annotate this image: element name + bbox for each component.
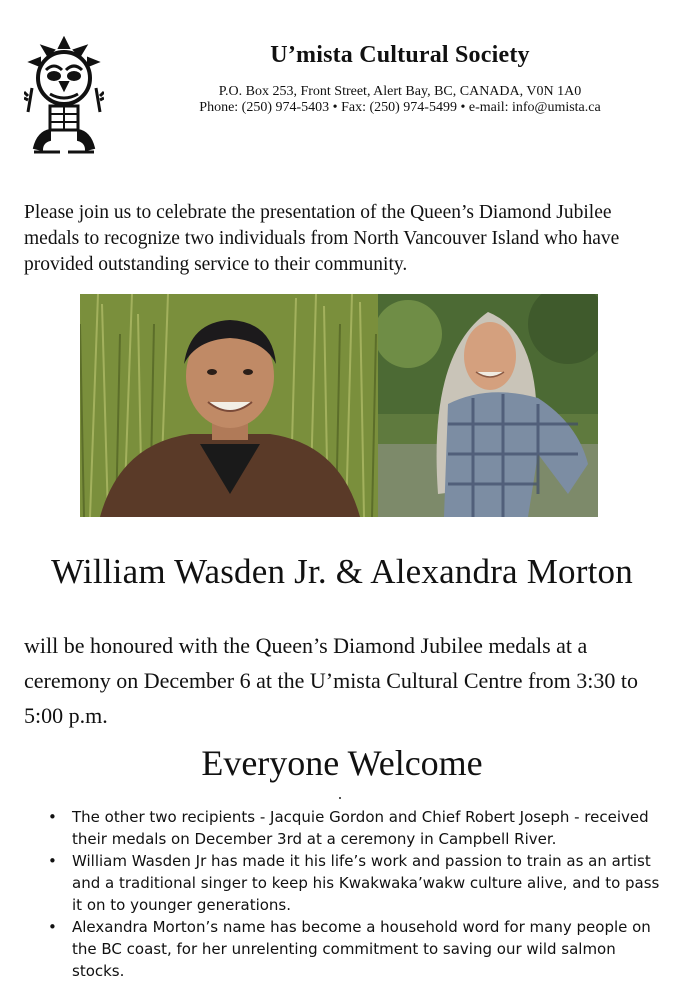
kwakwakawakw-totem-figure-icon [24,36,104,156]
photo-william-wasden [80,294,378,517]
intro-paragraph: Please join us to celebrate the presentation of the Queen’s Diamond Jubilee medals to recognize two individuals from North Vancouver Island who have provided outstanding service to their community. [24,202,620,275]
organization-address: P.O. Box 253, Front Street, Alert Bay, BC, CANADA, V0N 1A0 [218,84,582,99]
honorees-heading: William Wasden Jr. & Alexandra Morton [51,552,633,591]
organization-contact: Phone: (250) 974-5403 • Fax: (250) 974-5499 • e-mail: info@umista.ca [199,100,601,115]
list-item: • The other two recipients - Jacquie Gordon and Chief Robert Joseph - received their medals on December 3rd at a ceremony in Campbell River. [42,806,662,850]
organization-name: U’mista Cultural Society [270,42,530,68]
divider-dot [339,797,341,799]
notes-list [42,806,662,982]
list-item: • Alexandra Morton’s name has become a household word for many people on the BC coast, for her unrelenting commitment to saving our wild salmon stocks. [42,916,662,982]
welcome-heading: Everyone Welcome [201,743,483,783]
event-details: will be honoured with the Queen’s Diamond Jubilee medals at a ceremony on December 6 at the U’mista Cultural Centre from 3:30 to 5:00 p.m. [24,633,638,728]
list-item: • William Wasden Jr has made it his life’s work and passion to train as an artist and a traditional singer to keep his Kwakwaka’wakw culture alive, and to pass it on to younger generations. [42,850,662,916]
photo-alexandra-morton [378,294,598,517]
umista-logo [24,36,104,156]
